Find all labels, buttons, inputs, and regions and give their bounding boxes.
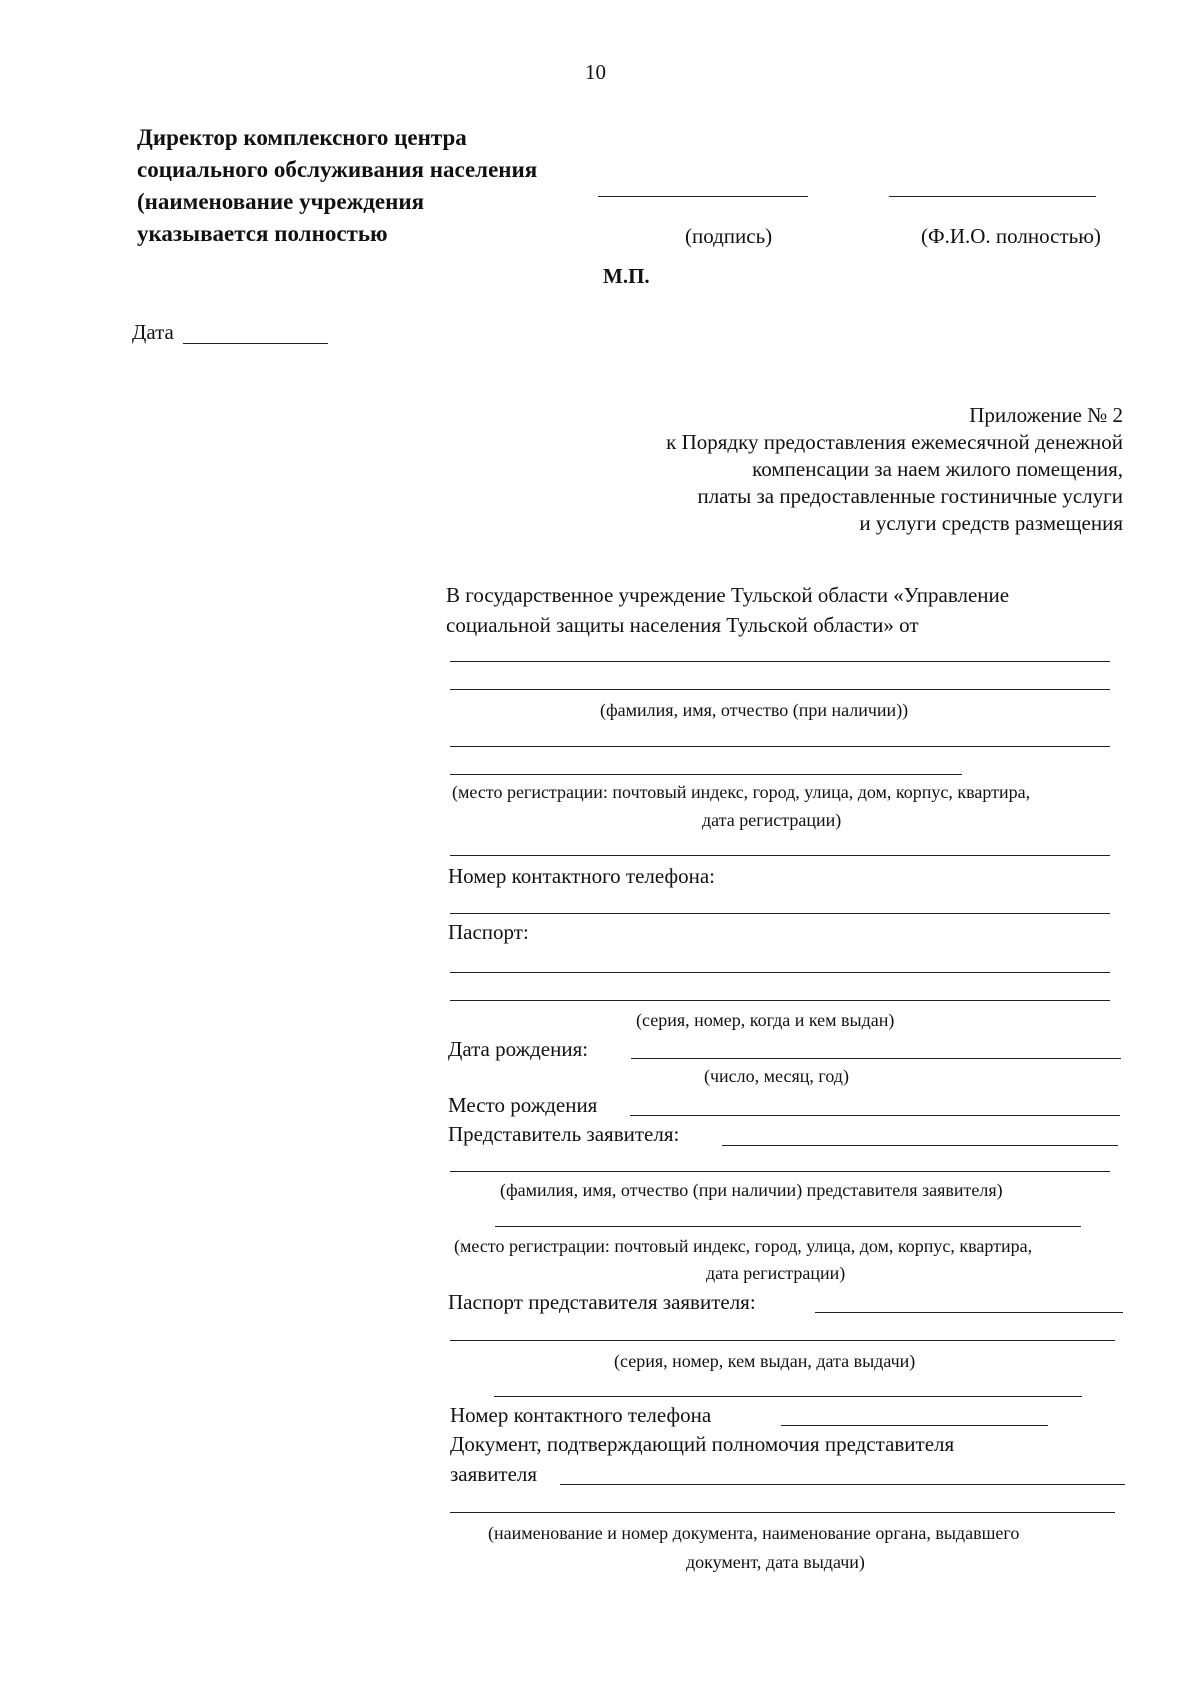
addressee-line: социальной защиты населения Тульской области» от [446,613,919,637]
birth-date-line [631,1058,1121,1059]
signature-line [598,196,808,197]
registration-caption: (место регистрации: почтовый индекс, город, улица, дом, корпус, квартира, [452,782,1031,802]
fio-caption: (фамилия, имя, отчество (при наличии)) [600,700,909,720]
signatory-title [137,122,537,250]
representative-line [450,1171,1110,1172]
birth-date-caption: (число, месяц, год) [704,1066,849,1086]
addressee-line: В государственное учреждение Тульской области «Управление [446,583,1010,607]
rep-phone-label: Номер контактного телефона [450,1403,712,1427]
authority-doc-line [560,1484,1125,1485]
appendix-line: Приложение № 2 [969,403,1123,427]
name-line [889,196,1096,197]
authority-doc-caption: (наименование и номер документа, наименование органа, выдавшего [488,1523,1020,1543]
date-line [183,343,328,344]
authority-doc-label: заявителя [450,1462,538,1486]
birth-place-label: Место рождения [448,1093,598,1117]
authority-doc-label: Документ, подтверждающий полномочия представителя [450,1432,955,1456]
appendix-line: к Порядку предоставления ежемесячной денежной [666,430,1123,454]
representative-label: Представитель заявителя: [448,1122,680,1146]
rep-passport-line [815,1312,1123,1313]
name-caption: (Ф.И.О. полностью) [921,224,1101,248]
date-label: Дата [132,320,174,344]
page-number: 10 [585,60,606,84]
birth-date-label: Дата рождения: [448,1037,589,1061]
rep-passport-caption: (серия, номер, кем выдан, дата выдачи) [614,1351,916,1371]
fio-line [450,689,1110,690]
fio-line [450,661,1110,662]
phone-label: Номер контактного телефона: [448,864,715,888]
registration-line [450,774,962,775]
signatory-title-line: социального обслуживания населения [137,157,538,182]
appendix-header [666,402,1123,537]
representative-fio-caption: (фамилия, имя, отчество (при наличии) представителя заявителя) [500,1180,1003,1200]
rep-registration-caption: дата регистрации) [706,1263,846,1283]
authority-doc-caption: документ, дата выдачи) [686,1552,865,1572]
representative-line [722,1145,1118,1146]
appendix-line: и услуги средств размещения [859,511,1123,535]
passport-caption: (серия, номер, когда и кем выдан) [636,1010,895,1030]
rep-passport-label: Паспорт представителя заявителя: [448,1290,756,1314]
birth-place-line [630,1115,1120,1116]
signatory-title-line: Директор комплексного центра [137,125,467,150]
signatory-title-line: (наименование учреждения [137,189,425,214]
registration-line [450,746,1110,747]
rep-passport-line [450,1340,1115,1341]
authority-doc-line [450,1512,1115,1513]
passport-label: Паспорт: [448,920,529,944]
rep-passport-line [494,1396,1082,1397]
phone-line [450,913,1110,914]
passport-line [450,972,1110,973]
passport-line [450,1000,1110,1001]
signatory-title-line: указывается полностью [137,221,388,246]
signature-caption: (подпись) [685,224,773,248]
rep-registration-caption: (место регистрации: почтовый индекс, город, улица, дом, корпус, квартира, [454,1236,1033,1256]
rep-phone-line [781,1425,1048,1426]
appendix-line: компенсации за наем жилого помещения, [752,457,1123,481]
registration-caption: дата регистрации) [702,810,842,830]
stamp-mark: М.П. [603,264,650,288]
appendix-line: платы за предоставленные гостиничные услуги [697,484,1123,508]
registration-line [450,855,1110,856]
rep-registration-line [495,1226,1081,1227]
